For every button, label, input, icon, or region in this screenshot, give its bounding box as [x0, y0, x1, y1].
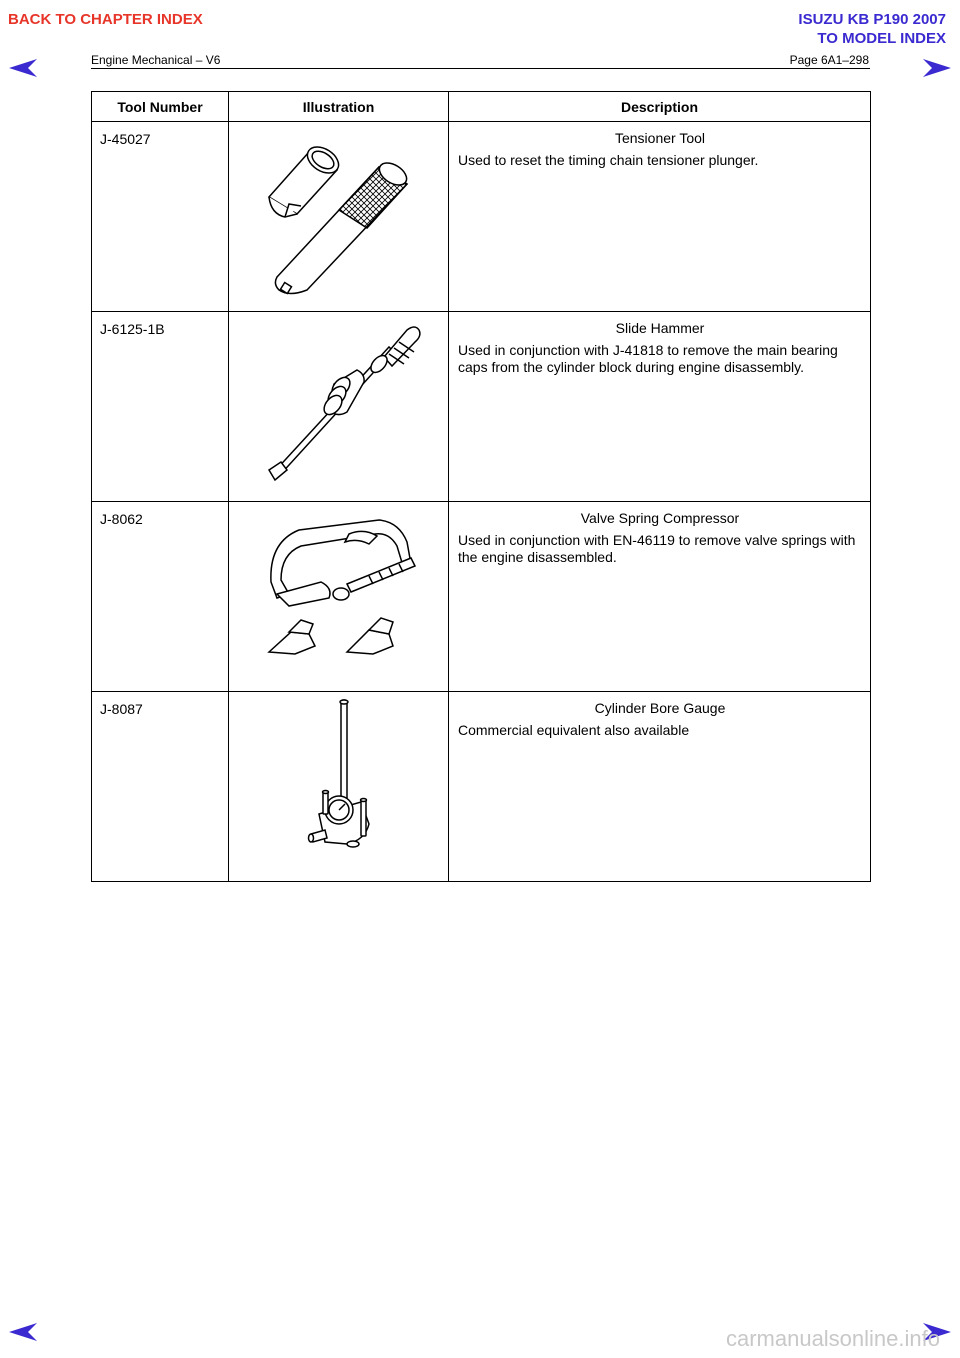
tool-name: Cylinder Bore Gauge — [594, 700, 726, 716]
tool-description-cell — [449, 502, 871, 692]
previous-page-arrow-bottom-icon[interactable] — [8, 1322, 38, 1342]
model-title: ISUZU KB P190 2007 — [798, 11, 946, 28]
special-tools-table — [91, 91, 871, 882]
column-header-tool-number: Tool Number — [92, 92, 229, 122]
tool-illustration — [229, 692, 449, 882]
tool-description: Commercial equivalent also available — [458, 722, 690, 738]
tool-number: J-8087 — [92, 692, 229, 882]
slide-hammer-icon — [229, 312, 449, 492]
tool-description-cell — [449, 312, 871, 502]
back-to-chapter-index-link[interactable]: BACK TO CHAPTER INDEX — [8, 11, 203, 28]
page-number: Page 6A1–298 — [789, 53, 869, 67]
tool-name: Tensioner Tool — [614, 130, 706, 146]
tool-illustration — [229, 312, 449, 502]
header-rule — [91, 68, 870, 69]
tool-description: Used in conjunction with EN-46119 to remove valve springs with the engine disassembled. — [458, 532, 856, 565]
table-row — [92, 122, 871, 312]
column-header-illustration: Illustration — [229, 92, 449, 122]
valve-spring-compressor-icon — [229, 502, 449, 682]
column-header-description: Description — [449, 92, 871, 122]
tool-number: J-6125-1B — [92, 312, 229, 502]
tool-illustration — [229, 502, 449, 692]
cylinder-bore-gauge-icon — [229, 692, 449, 872]
tool-number: J-8062 — [92, 502, 229, 692]
previous-page-arrow-icon[interactable] — [8, 58, 38, 78]
tool-name: Slide Hammer — [615, 320, 705, 336]
tool-description: Used in conjunction with J-41818 to remove the main bearing caps from the cylinder block during engine disassembly. — [458, 342, 838, 375]
table-row — [92, 502, 871, 692]
tool-description-cell — [449, 692, 871, 882]
next-page-arrow-icon[interactable] — [922, 58, 952, 78]
tool-description: Used to reset the timing chain tensioner plunger. — [458, 152, 759, 168]
tool-description-cell — [449, 122, 871, 312]
table-header-row — [92, 92, 871, 122]
tool-number: J-45027 — [92, 122, 229, 312]
table-row — [92, 692, 871, 882]
watermark: carmanualsonline.info — [725, 1326, 940, 1351]
to-model-index-link[interactable]: TO MODEL INDEX — [817, 30, 946, 47]
section-header: Engine Mechanical – V6 — [91, 53, 221, 67]
tensioner-tool-icon — [229, 122, 449, 302]
tool-illustration — [229, 122, 449, 312]
tool-name: Valve Spring Compressor — [580, 510, 740, 526]
table-row — [92, 312, 871, 502]
